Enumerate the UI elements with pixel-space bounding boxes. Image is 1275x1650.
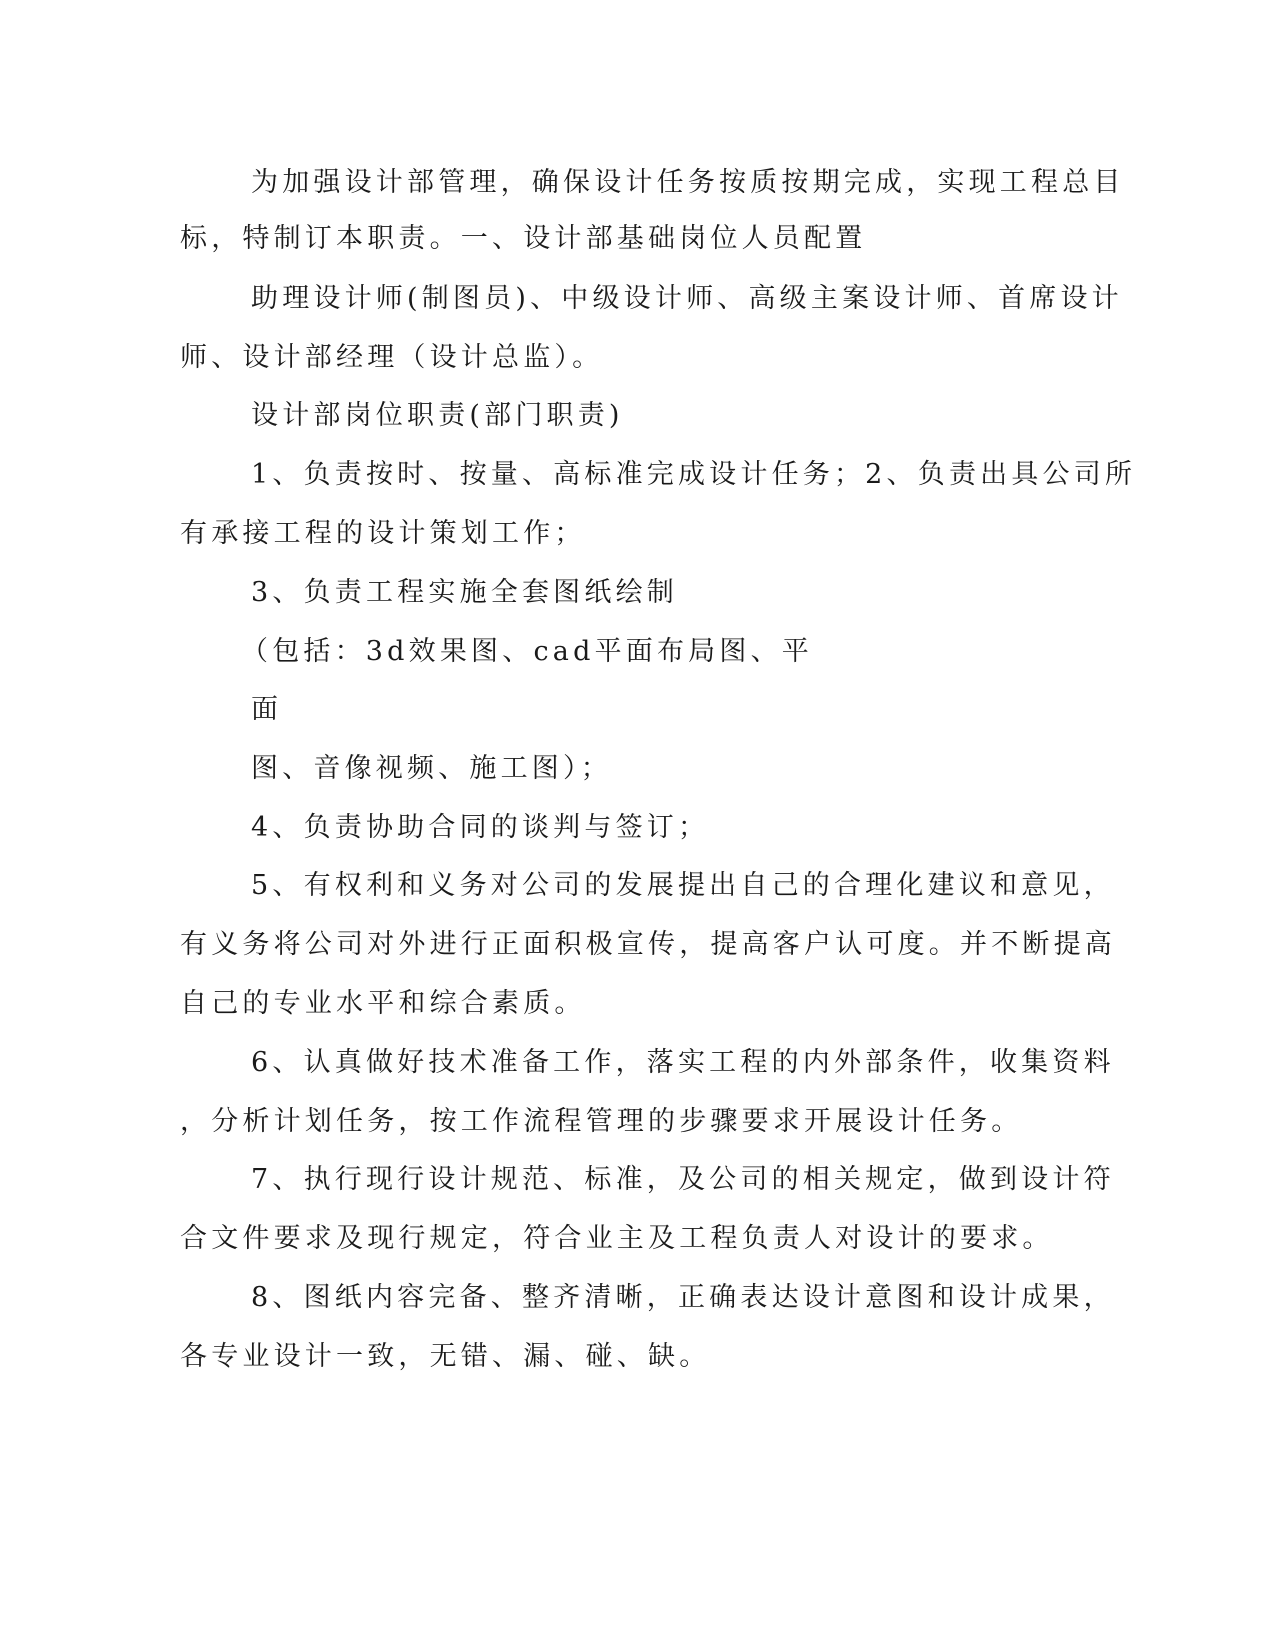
paragraph-intro-line-2: 标，特制订本职责。一、设计部基础岗位人员配置: [180, 223, 867, 254]
positions-line-1: 助理设计师(制图员)、中级设计师、高级主案设计师、首席设计: [251, 283, 1123, 314]
duty-5-line-1: 5、有权利和义务对公司的发展提出自己的合理化建议和意见，: [251, 870, 1115, 901]
duty-7-line-2: 合文件要求及现行规定，符合业主及工程负责人对设计的要求。: [180, 1223, 1054, 1254]
duty-1-2-line-2: 有承接工程的设计策划工作；: [180, 518, 586, 549]
duty-3-line-2: （包括：3d效果图、cad平面布局图、平: [241, 636, 813, 667]
paragraph-intro-line-1: 为加强设计部管理，确保设计任务按质按期完成，实现工程总目: [251, 167, 1125, 198]
duty-4-line: 4、负责协助合同的谈判与签订；: [251, 812, 710, 843]
duty-7-line-1: 7、执行现行设计规范、标准，及公司的相关规定，做到设计符: [251, 1164, 1115, 1195]
duty-3-line-4: 图、音像视频、施工图）；: [251, 753, 612, 784]
duty-5-line-3: 自己的专业水平和综合素质。: [180, 988, 586, 1019]
duty-6-line-1: 6、认真做好技术准备工作，落实工程的内外部条件，收集资料: [251, 1047, 1115, 1078]
section-heading: 设计部岗位职责(部门职责): [251, 400, 624, 431]
duty-1-2-line-1: 1、负责按时、按量、高标准完成设计任务；2、负责出具公司所: [251, 459, 1137, 490]
duty-3-line-3: 面: [251, 694, 283, 725]
duty-8-line-2: 各专业设计一致，无错、漏、碰、缺。: [180, 1341, 711, 1372]
duty-8-line-1: 8、图纸内容完备、整齐清晰，正确表达设计意图和设计成果，: [251, 1282, 1115, 1313]
duty-5-line-2: 有义务将公司对外进行正面积极宣传，提高客户认可度。并不断提高: [180, 929, 1116, 960]
duty-6-line-2: ，分析计划任务，按工作流程管理的步骤要求开展设计任务。: [180, 1106, 1023, 1137]
positions-line-2: 师、设计部经理（设计总监）。: [180, 342, 604, 373]
duty-3-line-1: 3、负责工程实施全套图纸绘制: [251, 577, 678, 608]
